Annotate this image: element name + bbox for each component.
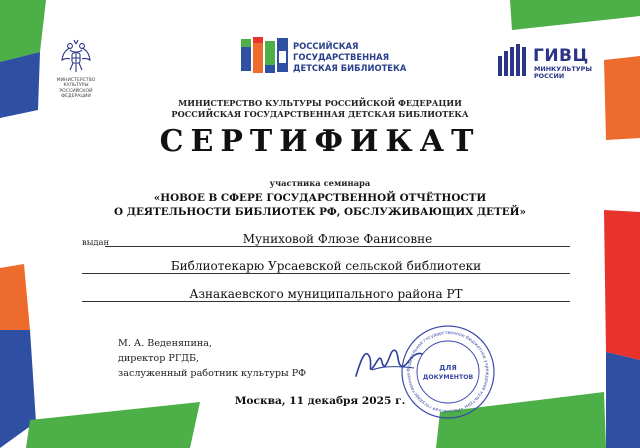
rgdb-logo-line2: ГОСУДАРСТВЕННАЯ	[293, 52, 390, 62]
recipient-name-line	[105, 246, 570, 247]
recipient-district: Азнакаевского муниципального района РТ	[189, 287, 463, 301]
certificate-title: СЕРТИФИКАТ	[159, 124, 481, 159]
ministry-logo	[44, 38, 108, 100]
givc-sub-line1: МИНКУЛЬТУРЫ	[534, 65, 592, 73]
issued-label: выдан	[82, 237, 110, 247]
organizer-line2: РОССИЙСКАЯ ГОСУДАРСТВЕННАЯ ДЕТСКАЯ БИБЛИОТЕКА	[171, 109, 469, 119]
stamp-center-line2: ДОКУМЕНТОВ	[422, 374, 474, 381]
stamp-ring-text: Федеральное государственное бюджетное учреждение культуры «Российская государственная	[406, 330, 490, 414]
ministry-caption-line1: МИНИСТЕРСТВО КУЛЬТУРЫ	[56, 78, 96, 89]
rgdb-logo-line3: ДЕТСКАЯ БИБЛИОТЕКА	[293, 63, 407, 73]
givc-sub-line2: РОССИИ	[534, 72, 565, 81]
double-headed-eagle-icon	[61, 38, 91, 76]
rgdb-logo	[240, 35, 410, 81]
seminar-title-line1: «НОВОЕ В СФЕРЕ ГОСУДАРСТВЕННОЙ ОТЧЁТНОСТИ	[153, 192, 487, 204]
signer-title: заслуженный работник культуры РФ	[118, 368, 307, 379]
rgdb-logo-line1: РОССИЙСКАЯ	[293, 41, 359, 51]
recipient-name: Муниховой Флюзе Фанисовне	[242, 232, 433, 246]
signer-block	[118, 336, 306, 381]
rgdb-mark-icon	[240, 35, 290, 79]
givc-logo	[497, 42, 607, 82]
signer-position: директор РГДБ,	[118, 353, 200, 364]
recipient-position: Библиотекарю Урсаевской сельской библиотеки	[170, 259, 482, 273]
givc-bars-icon	[497, 42, 531, 80]
givc-name: ГИВЦ	[533, 46, 589, 66]
seminar-title	[70, 191, 570, 219]
stamp-center-line1: ДЛЯ	[439, 364, 457, 372]
signer-name: М. А. Веденяпина,	[118, 338, 212, 349]
recipient-district-line	[82, 301, 570, 302]
participant-label: участника семинара	[269, 178, 371, 188]
official-stamp	[398, 322, 498, 422]
certificate-date: Москва, 11 декабря 2025 г.	[234, 395, 406, 407]
ministry-caption-line2: РОССИЙСКОЙ ФЕДЕРАЦИИ	[59, 88, 93, 100]
organizer-line1: МИНИСТЕРСТВО КУЛЬТУРЫ РОССИЙСКОЙ ФЕДЕРАЦИИ	[178, 98, 462, 108]
recipient-position-line	[82, 273, 570, 274]
seminar-title-line2: О ДЕЯТЕЛЬНОСТИ БИБЛИОТЕК РФ, ОБСЛУЖИВАЮЩИХ ДЕТЕЙ»	[114, 206, 526, 218]
